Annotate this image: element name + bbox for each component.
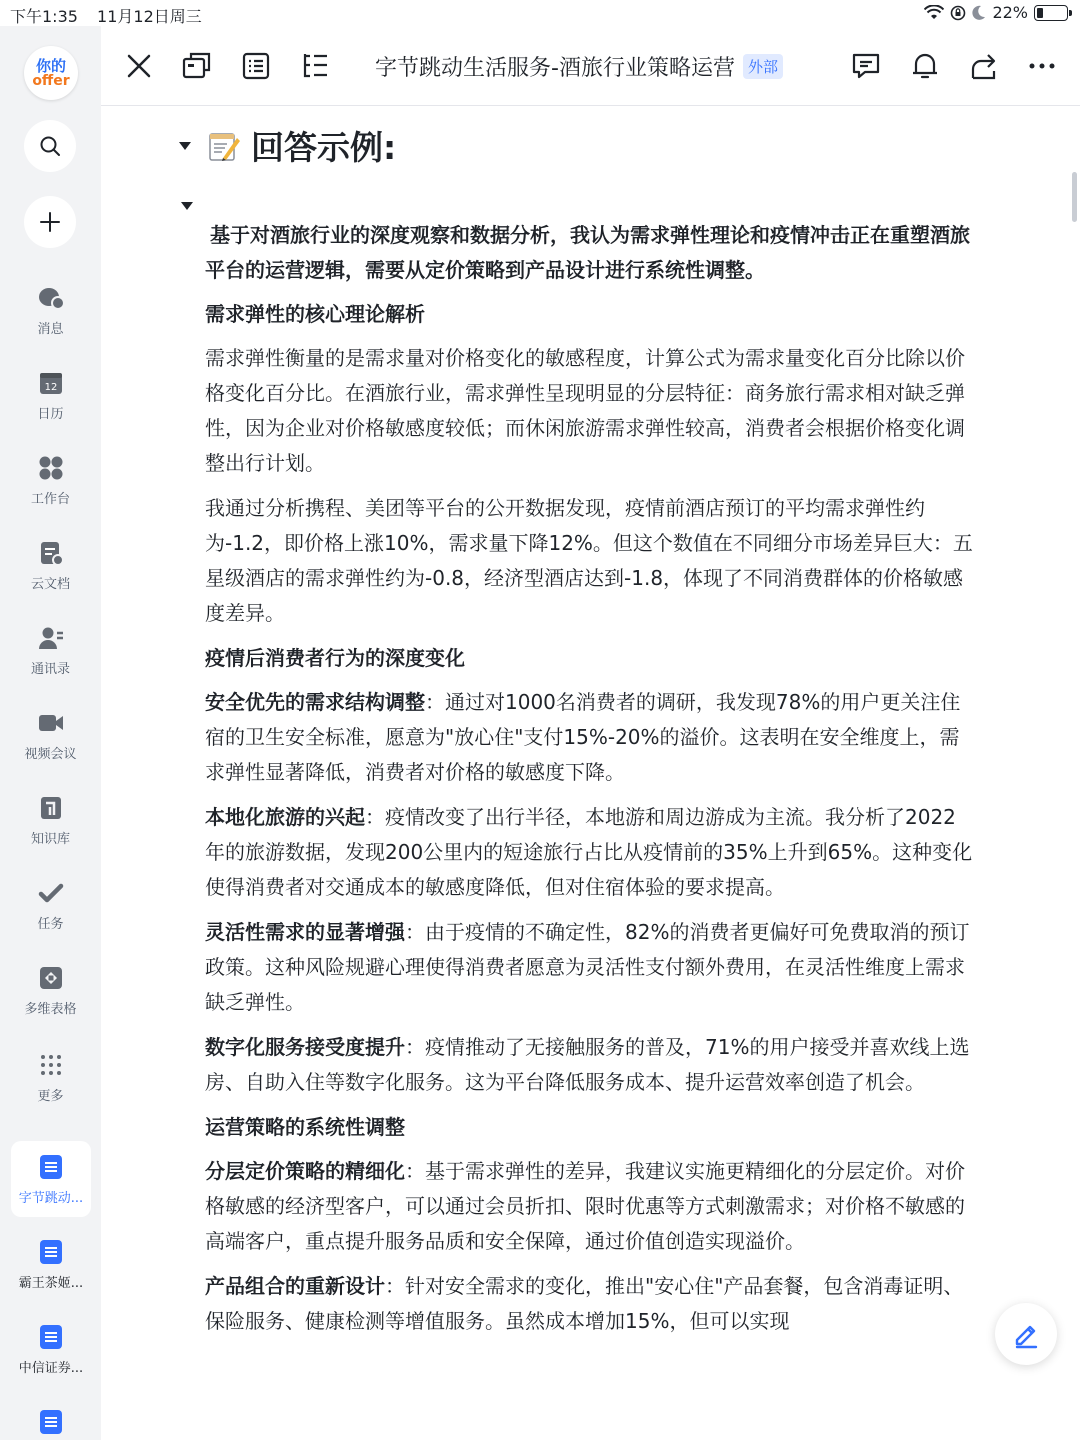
bullet-title: 本地化旅游的兴起 [205, 805, 365, 829]
share-button[interactable] [968, 50, 1000, 82]
task-check-icon [37, 879, 65, 907]
paragraph: 需求弹性衡量的是需求量对价格变化的敏感程度，计算公式为需求量变化百分比除以价格变化百分比。在酒旅行业，需求弹性呈现明显的分层特征：商务旅行需求相对缺乏弹性，因为企业对价格敏感度较低；而休闲旅游需求弹性较高，消费者会根据价格变化调整出行计划。 [205, 346, 965, 475]
wiki-icon [37, 794, 65, 822]
bell-icon [910, 51, 940, 81]
close-icon [125, 52, 153, 80]
rail-item-label: 云文档 [30, 577, 70, 592]
calendar-icon [37, 369, 65, 397]
rail-item-label: 消息 [37, 322, 64, 337]
tree-list-icon [300, 51, 330, 81]
section-heading: 疫情后消费者行为的深度变化 [205, 646, 465, 670]
bullet-paragraph [205, 1269, 975, 1339]
grid-icon [37, 454, 65, 482]
rail-item-label: 通讯录 [30, 662, 70, 677]
heading-text: 回答示例: [251, 128, 397, 167]
collapse-caret-icon[interactable] [181, 202, 193, 210]
status-date: 11月12日周三 [97, 7, 202, 26]
comments-button[interactable] [850, 50, 882, 82]
bullet-title: 灵活性需求的显著增强 [205, 920, 405, 944]
rail-item-base[interactable] [0, 964, 101, 1017]
edit-button[interactable] [995, 1303, 1057, 1365]
bullet-paragraph [205, 1154, 975, 1259]
app-logo[interactable] [24, 46, 78, 100]
section-heading: 运营策略的系统性调整 [205, 1115, 405, 1139]
recent-doc-label: 中信证券... [18, 1361, 84, 1376]
external-badge: 外部 [743, 54, 783, 79]
collapse-caret-icon[interactable] [179, 142, 191, 150]
bullet-paragraph [205, 800, 975, 905]
battery-percent: 22% [992, 3, 1028, 22]
orientation-lock-icon [950, 5, 966, 21]
rail-item-label: 多维表格 [24, 1002, 77, 1017]
recent-doc-label: 霸王茶姬... [18, 1276, 84, 1291]
new-window-button[interactable] [181, 50, 213, 82]
moon-icon [972, 5, 986, 21]
bullet-paragraph [205, 915, 975, 1020]
section-heading: 需求弹性的核心理论解析 [205, 302, 425, 326]
bullet-text: ：由于疫情的不确定性，82%的消费者更偏好可免费取消的预订政策。这种风险规避心理使得消费者愿意为灵活性支付额外费用，在灵活性维度上需求缺乏弹性。 [205, 920, 970, 1014]
rail-item-label: 日历 [37, 407, 64, 422]
recent-doc-1[interactable] [11, 1141, 91, 1217]
contacts-icon [37, 624, 65, 652]
share-icon [969, 51, 999, 81]
bullet-text: ：针对安全需求的变化，推出"安心住"产品套餐，包含消毒证明、保险服务、健康检测等增值服务。虽然成本增加15%，但可以实现 [205, 1274, 964, 1333]
logo-line2: offer [32, 72, 70, 89]
wifi-icon [924, 5, 944, 21]
list-icon [241, 51, 271, 81]
bullet-paragraph [205, 685, 975, 790]
doc-icon [40, 1325, 62, 1349]
memo-icon [207, 129, 241, 163]
more-dots-icon [37, 1051, 65, 1079]
directory-button[interactable] [299, 50, 331, 82]
rail-item-tasks[interactable] [0, 879, 101, 932]
recent-doc-2[interactable] [11, 1226, 91, 1302]
rail-item-contacts[interactable] [0, 624, 101, 677]
answer-body [205, 218, 975, 1349]
close-button[interactable] [123, 50, 155, 82]
bullet-text: ：疫情改变了出行半径，本地游和周边游成为主流。我分析了2022年的旅游数据，发现200公里内的短途旅行占比从疫情前的35%上升到65%。这种变化使得消费者对交通成本的敏感度降低，但对住宿体验的要求提高。 [205, 805, 973, 899]
rail-item-wiki[interactable] [0, 794, 101, 847]
battery-icon [1034, 5, 1068, 21]
recent-doc-3[interactable] [11, 1311, 91, 1387]
doc-icon [40, 1410, 62, 1434]
rail-item-messages[interactable] [0, 284, 101, 337]
left-rail [0, 26, 101, 1440]
intro-paragraph: 基于对酒旅行业的深度观察和数据分析，我认为需求弹性理论和疫情冲击正在重塑酒旅平台的运营逻辑，需要从定价策略到产品设计进行系统性调整。 [205, 223, 970, 282]
search-button[interactable] [24, 120, 76, 172]
plus-icon [38, 210, 62, 234]
rail-item-label: 视频会议 [24, 747, 77, 762]
scrollbar-thumb[interactable] [1072, 172, 1077, 222]
paragraph: 我通过分析携程、美团等平台的公开数据发现，疫情前酒店预订的平均需求弹性约为-1.2，即价格上涨10%，需求量下降12%。但这个数值在不同细分市场差异巨大：五星级酒店的需求弹性约为-0.8，经济型酒店达到-1.8，体现了不同消费群体的价格敏感度差异。 [205, 496, 973, 625]
pencil-icon [1011, 1319, 1041, 1349]
rail-item-label: 任务 [37, 917, 64, 932]
calendar-day: 12 [44, 382, 57, 393]
window-icon [182, 51, 212, 81]
rail-item-video-meeting[interactable] [0, 709, 101, 762]
rail-item-label: 工作台 [30, 492, 70, 507]
outline-button[interactable] [240, 50, 272, 82]
more-horizontal-icon [1027, 51, 1057, 81]
more-button[interactable] [1026, 50, 1058, 82]
bullet-title: 安全优先的需求结构调整 [205, 690, 425, 714]
doc-icon [40, 1155, 62, 1179]
rail-item-label: 更多 [37, 1089, 64, 1104]
rail-item-more[interactable] [0, 1051, 101, 1104]
logo-line1: 你的 [35, 56, 66, 75]
status-time: 下午1:35 [10, 7, 78, 26]
status-bar [0, 0, 1080, 26]
chat-bubble-icon [37, 284, 65, 312]
recent-doc-4[interactable] [11, 1396, 91, 1440]
rail-item-workplace[interactable] [0, 454, 101, 507]
doc-content [101, 106, 1080, 1440]
doc-icon [40, 1240, 62, 1264]
rail-item-label: 知识库 [30, 832, 70, 847]
recent-doc-label: 字节跳动... [18, 1191, 84, 1206]
notifications-button[interactable] [909, 50, 941, 82]
search-icon [38, 134, 62, 158]
video-icon [37, 709, 65, 737]
bullet-title: 数字化服务接受度提升 [205, 1035, 405, 1059]
comment-icon [851, 51, 881, 81]
rail-item-cloud-docs[interactable] [0, 539, 101, 592]
bullet-text: ：基于需求弹性的差异，我建议实施更精细化的分层定价。对价格敏感的经济型客户，可以通过会员折扣、限时优惠等方式刺激需求；对价格不敏感的高端客户，重点提升服务品质和安全保障，通过价值创造实现溢价。 [205, 1159, 965, 1253]
base-table-icon [37, 964, 65, 992]
heading-block [179, 122, 396, 169]
bullet-text: ：通过对1000名消费者的调研，我发现78%的用户更关注住宿的卫生安全标准，愿意为"放心住"支付15%-20%的溢价。这表明在安全维度上，需求弹性显著降低，消费者对价格的敏感度下降。 [205, 690, 961, 784]
bullet-title: 分层定价策略的精细化 [205, 1159, 405, 1183]
doc-toolbar [101, 26, 1080, 106]
add-button[interactable] [24, 196, 76, 248]
bullet-title: 产品组合的重新设计 [205, 1274, 385, 1298]
cloud-doc-icon [37, 539, 65, 567]
bullet-text: ：疫情推动了无接触服务的普及，71%的用户接受并喜欢线上选房、自助入住等数字化服务。这为平台降低服务成本、提升运营效率创造了机会。 [205, 1035, 970, 1094]
bullet-paragraph [205, 1030, 975, 1100]
doc-title [375, 51, 783, 82]
doc-title-text: 字节跳动生活服务-酒旅行业策略运营 [375, 56, 735, 81]
rail-item-calendar[interactable] [0, 369, 101, 422]
